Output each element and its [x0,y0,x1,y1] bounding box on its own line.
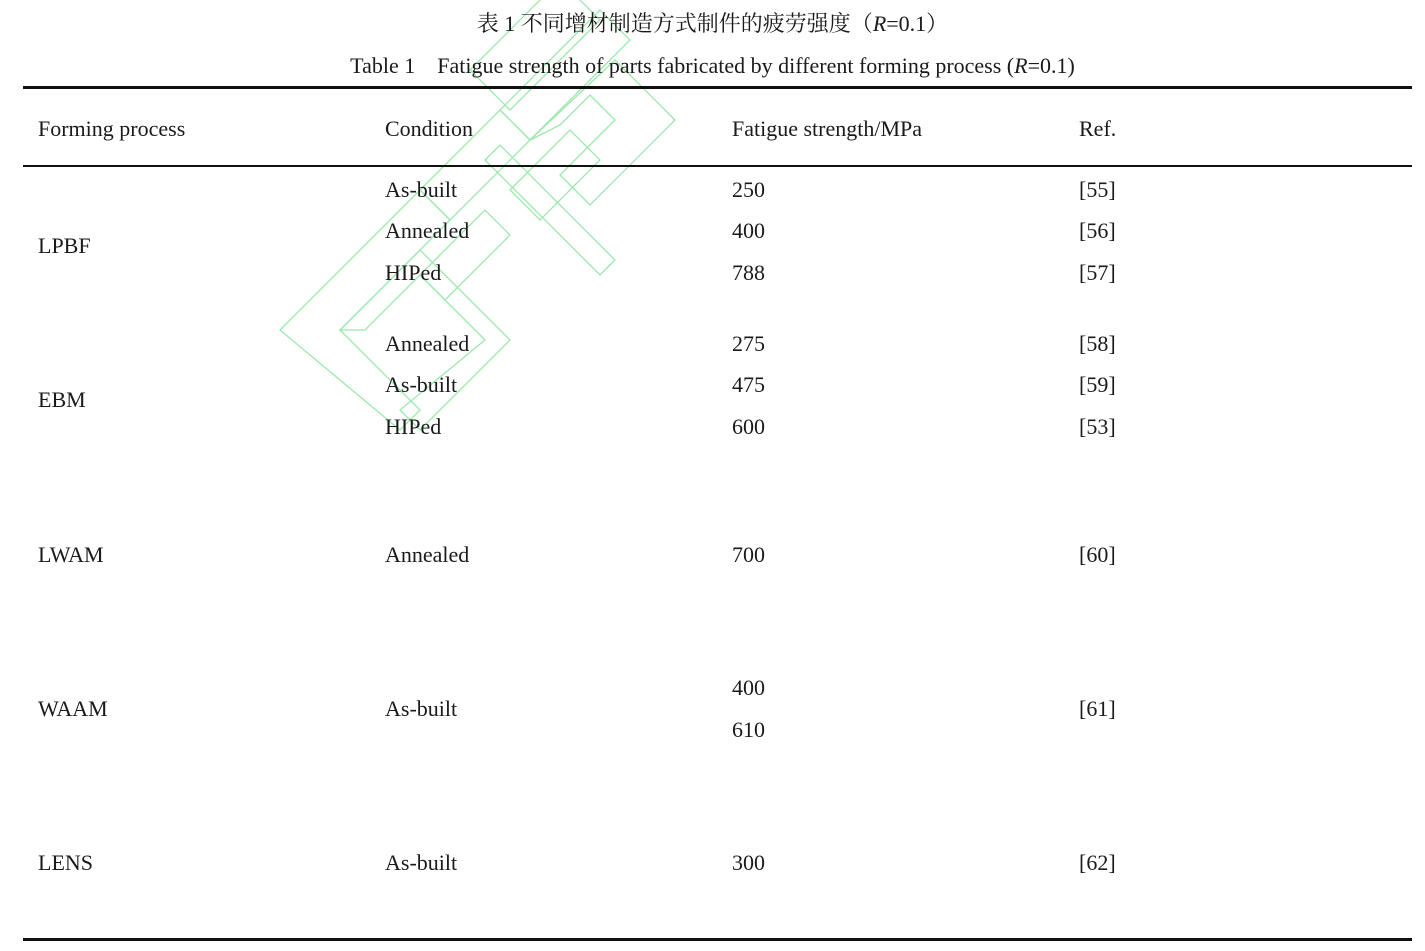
table-cell-strength: 610 [732,717,765,742]
table-header-rule [23,165,1412,167]
table-cell-ref: [59] [1079,372,1116,397]
caption-en-suffix: =0.1) [1027,53,1075,78]
table-cell-condition: As-built [385,696,458,721]
table-cell-ref: [61] [1079,696,1116,721]
table-cell-ref: [62] [1079,850,1116,875]
caption-cn-suffix: =0.1） [886,11,949,36]
table-cell-ref: [56] [1079,218,1116,243]
table-cell-ref: [60] [1079,542,1116,567]
table-cell-strength: 250 [732,177,765,202]
table-cell-strength: 600 [732,414,765,439]
caption-cn-prefix: 表 1 不同增材制造方式制件的疲劳强度（ [476,11,873,36]
table-top-rule [23,86,1412,89]
caption-cn-variable: R [872,11,887,36]
table-cell-condition: As-built [385,372,458,397]
table-caption-english [0,51,1425,81]
table-cell-strength: 275 [732,331,765,356]
table-cell-ref: [58] [1079,331,1116,356]
table-cell-condition: Annealed [385,542,470,567]
process-lens: LENS [38,850,93,875]
table-cell-strength: 300 [732,850,765,875]
header-ref: Ref. [1079,116,1117,141]
table-cell-condition: HIPed [385,260,442,285]
table-cell-strength: 700 [732,542,765,567]
table-cell-condition: As-built [385,850,458,875]
table-cell-condition: As-built [385,177,458,202]
table-cell-strength: 400 [732,675,765,700]
header-condition: Condition [385,116,474,141]
table-cell-strength: 475 [732,372,765,397]
table-cell-condition: Annealed [385,331,470,356]
caption-en-variable: R [1014,53,1028,78]
process-ebm: EBM [38,387,86,412]
caption-en-prefix: Fatigue strength of parts fabricated by different forming process ( [437,53,1015,78]
table-cell-ref: [53] [1079,414,1116,439]
table-bottom-rule [23,938,1412,941]
table-cell-ref: [55] [1079,177,1116,202]
caption-en-label: Table 1 [350,53,416,78]
process-lpbf: LPBF [38,233,91,258]
table-cell-condition: HIPed [385,414,442,439]
header-forming-process: Forming process [38,116,186,141]
process-waam: WAAM [38,696,108,721]
process-lwam: LWAM [38,542,104,567]
table-cell-strength: 400 [732,218,765,243]
header-fatigue-strength: Fatigue strength/MPa [732,116,923,141]
table-caption-chinese [0,9,1425,39]
table-cell-condition: Annealed [385,218,470,243]
table-cell-strength: 788 [732,260,765,285]
table-cell-ref: [57] [1079,260,1116,285]
